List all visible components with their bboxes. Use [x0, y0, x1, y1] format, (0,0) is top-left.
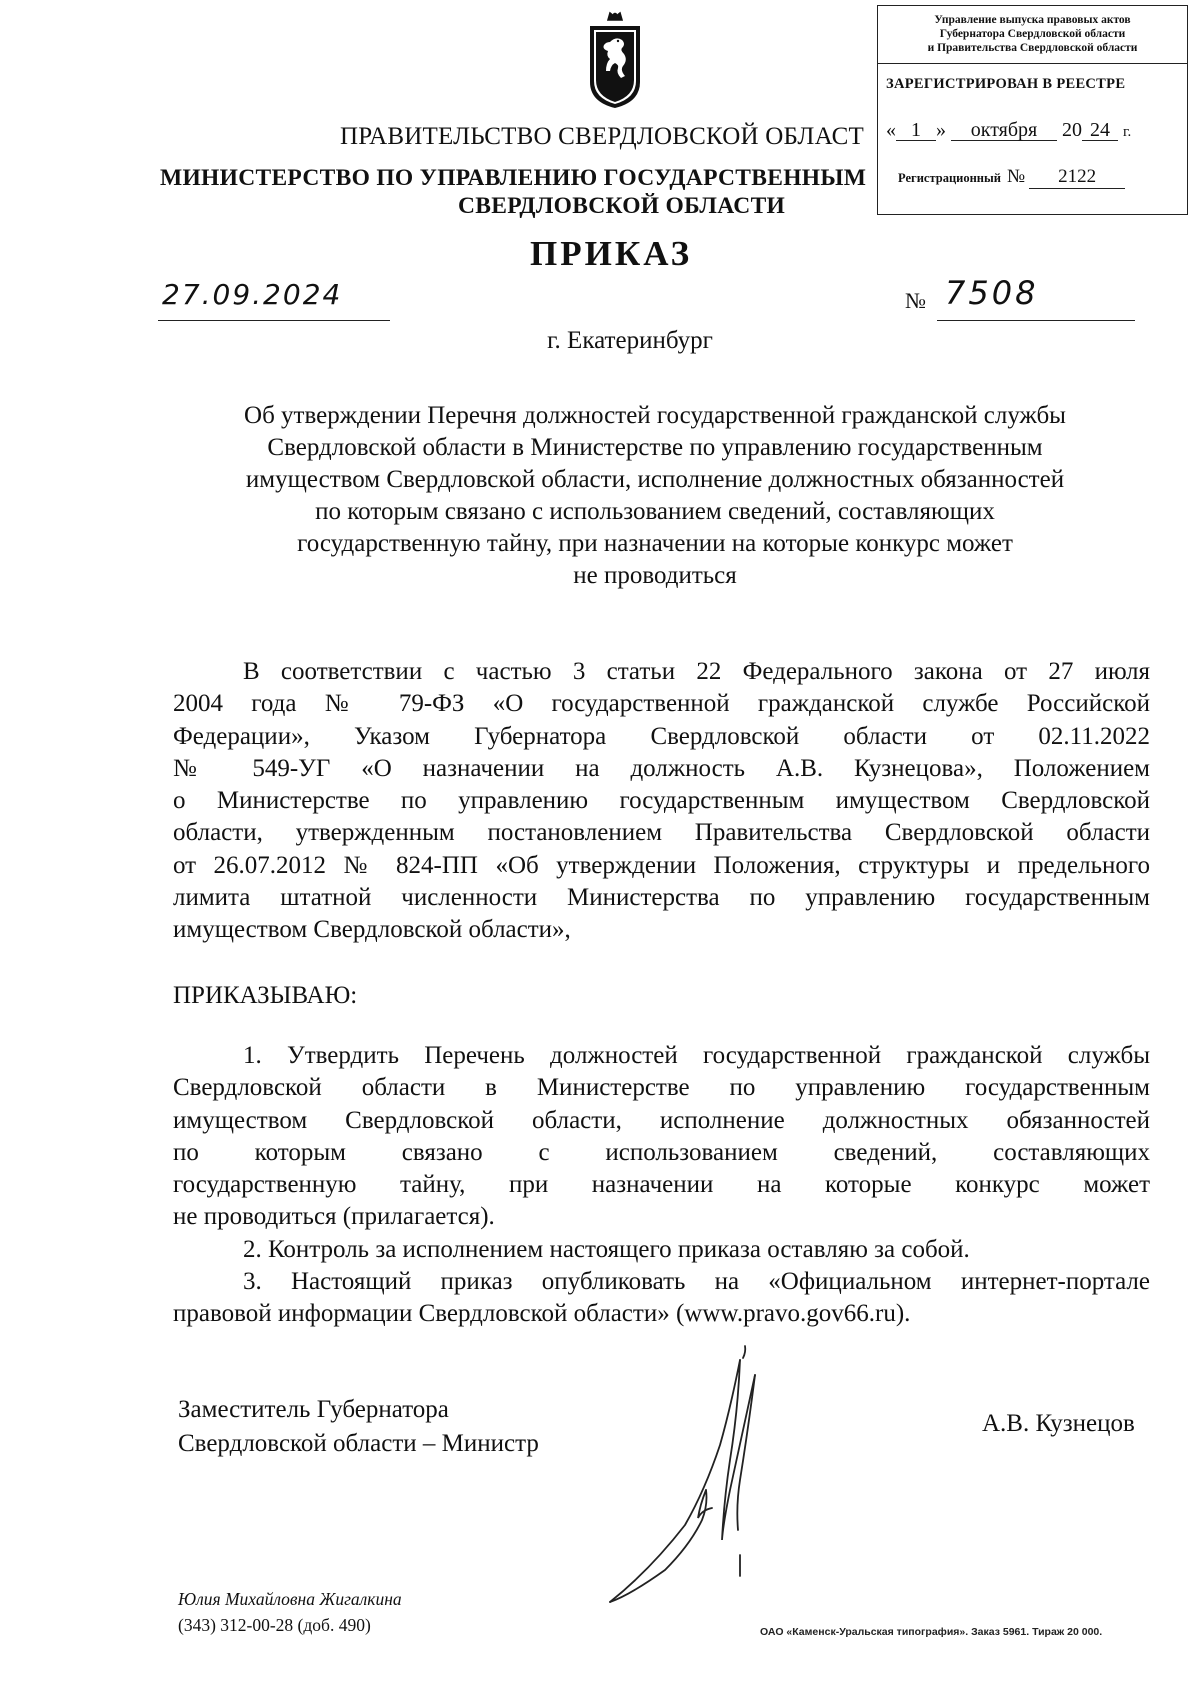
stamp-reg-no-sign: №	[1006, 166, 1026, 187]
preamble-line: № 549-УГ «О назначении на должность А.В. Кузнецова», Положением	[173, 754, 1150, 782]
order-date-handwritten: 27.09.2024	[162, 278, 343, 311]
subject-line: государственную тайну, при назначении на которые конкурс может	[297, 530, 1013, 557]
item-line: государственную тайну, при назначении на которые конкурс может	[173, 1171, 1150, 1199]
item-line: имуществом Свердловской области, исполнение должностных обязанностей	[173, 1106, 1150, 1134]
stamp-year-suffix: 24	[1082, 120, 1118, 141]
subject-line: Об утверждении Перечня должностей государственной гражданской службы	[244, 402, 1066, 429]
handwritten-signature	[590, 1340, 850, 1610]
preamble-line: имуществом Свердловской области»,	[173, 916, 571, 944]
stamp-open-quote: «	[886, 119, 896, 141]
signatory-title	[178, 1393, 539, 1461]
stamp-office-line: Управление выпуска правовых актов	[934, 14, 1131, 26]
executor-name: Юлия Михайловна Жигалкина	[178, 1589, 402, 1609]
executor-info	[178, 1586, 402, 1638]
stamp-office-line: Губернатора Свердловской области	[939, 28, 1126, 40]
item-line: 1. Утвердить Перечень должностей государственной гражданской службы	[243, 1042, 1150, 1069]
government-header: ПРАВИТЕЛЬСТВО СВЕРДЛОВСКОЙ ОБЛАСТ	[340, 123, 864, 150]
subject-line: по которым связано с использованием сведений, составляющих	[315, 498, 995, 525]
item-line: Свердловской области в Министерстве по управлению государственным	[173, 1074, 1150, 1102]
item-line: 2. Контроль за исполнением настоящего приказа оставляю за собой.	[243, 1235, 970, 1263]
order-number-sign: №	[905, 288, 926, 313]
stamp-office-name	[878, 6, 1187, 64]
preamble-line: лимита штатной численности Министерства по управлению государственным	[173, 884, 1150, 912]
stamp-day: 1	[896, 120, 936, 141]
order-items	[173, 1040, 1150, 1331]
stamp-month: октября	[951, 120, 1057, 141]
preamble-paragraph	[173, 656, 1150, 947]
city: г. Екатеринбург	[547, 327, 713, 354]
preamble-line: 2004 года № 79-ФЗ «О государственной гражданской службе Российской	[173, 690, 1150, 718]
stamp-office-line: и Правительства Свердловской области	[927, 42, 1138, 54]
ministry-header-line1: МИНИСТЕРСТВО ПО УПРАВЛЕНИЮ ГОСУДАРСТВЕННЫМ	[160, 165, 867, 191]
order-subject	[160, 400, 1150, 592]
stamp-year-prefix: 20	[1062, 119, 1082, 141]
stamp-reg-label: Регистрационный	[898, 171, 1001, 185]
orders-keyword: ПРИКАЗЫВАЮ:	[173, 982, 358, 1009]
order-number-handwritten: 7508	[945, 274, 1039, 312]
subject-line: имуществом Свердловской области, исполнение должностных обязанностей	[245, 466, 1065, 493]
signatory-title-line: Заместитель Губернатора	[178, 1396, 449, 1423]
item-line: 3. Настоящий приказ опубликовать на «Официальном интернет-портале	[243, 1268, 1150, 1296]
stamp-date	[886, 119, 1131, 142]
signatory-title-line: Свердловской области – Министр	[178, 1430, 539, 1457]
subject-line: не проводиться	[573, 562, 737, 589]
preamble-line: о Министерстве по управлению государственным имуществом Свердловской	[173, 787, 1150, 815]
item-line: по которым связано с использованием сведений, составляющих	[173, 1138, 1150, 1166]
stamp-reg-number: 2122	[1029, 166, 1125, 189]
stamp-close-quote: »	[936, 119, 946, 141]
stamp-registration-number	[898, 166, 1125, 189]
signatory-name: А.В. Кузнецов	[982, 1410, 1135, 1437]
ministry-header-line2: СВЕРДЛОВСКОЙ ОБЛАСТИ	[458, 193, 786, 219]
item-line: не проводиться (прилагается).	[173, 1203, 495, 1231]
coat-of-arms-icon	[586, 10, 644, 110]
preamble-line: области, утвержденным постановлением Правительства Свердловской области	[173, 819, 1150, 847]
preamble-line: от 26.07.2012 № 824-ПП «Об утверждении Положения, структуры и предельного	[173, 851, 1150, 879]
preamble-line: Федерации», Указом Губернатора Свердловской области от 02.11.2022	[173, 722, 1150, 750]
stamp-year-unit: г.	[1123, 124, 1132, 140]
order-date-field	[158, 280, 390, 321]
preamble-line: В соответствии с частью 3 статьи 22 Федерального закона от 27 июля	[243, 658, 1150, 685]
document-type-title: ПРИКАЗ	[530, 234, 693, 273]
executor-phone: (343) 312-00-28 (доб. 490)	[178, 1615, 371, 1635]
item-line: правовой информации Свердловской области» (www.pravo.gov66.ru).	[173, 1300, 911, 1328]
order-number-field	[937, 274, 1135, 321]
subject-line: Свердловской области в Министерстве по управлению государственным	[267, 434, 1043, 461]
printer-info: ОАО «Каменск-Уральская типография». Заказ 5961. Тираж 20 000.	[760, 1626, 1103, 1638]
stamp-registered-label: ЗАРЕГИСТРИРОВАН В РЕЕСТРЕ	[886, 76, 1126, 92]
registration-stamp	[877, 5, 1188, 215]
